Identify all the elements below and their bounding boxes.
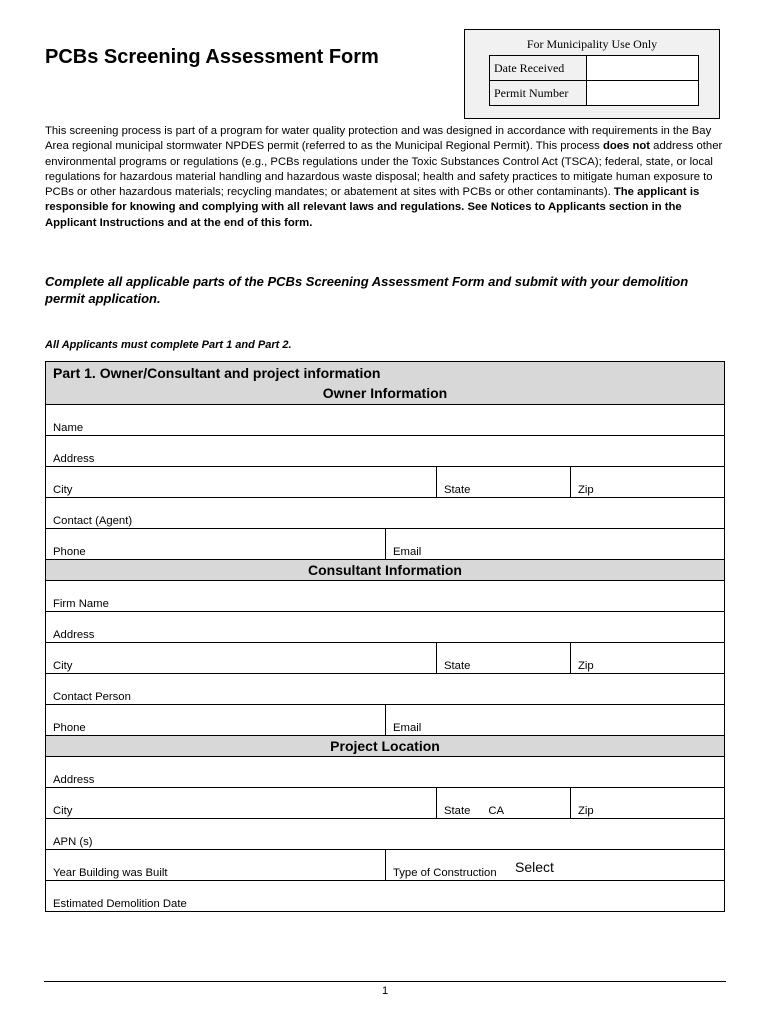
owner-contact-label: Contact (Agent) (53, 515, 133, 527)
part1-form (45, 361, 725, 912)
year-built-label: Year Building was Built (53, 867, 168, 879)
permit-number-label: Permit Number (490, 81, 587, 106)
project-state-label: State (444, 805, 471, 817)
consultant-email-field[interactable] (385, 705, 724, 735)
owner-phone-label: Phone (53, 546, 86, 558)
date-received-field[interactable] (587, 56, 699, 81)
consultant-zip-field[interactable] (570, 643, 724, 673)
consultant-firm-label: Firm Name (53, 598, 109, 610)
project-city-row (46, 787, 724, 818)
year-built-field[interactable] (46, 850, 385, 880)
owner-contact-field[interactable] (46, 498, 724, 528)
owner-address-field[interactable] (46, 436, 724, 466)
consultant-city-row (46, 642, 724, 673)
municipality-use-box (464, 29, 720, 119)
consultant-contact-field[interactable] (46, 674, 724, 704)
consultant-contact-row (46, 673, 724, 704)
consultant-phone-row (46, 704, 724, 735)
project-year-row (46, 849, 724, 880)
owner-zip-label: Zip (578, 484, 594, 496)
consultant-firm-row (46, 580, 724, 611)
project-address-field[interactable] (46, 757, 724, 787)
consultant-state-field[interactable] (436, 643, 570, 673)
project-state-label-group (444, 805, 504, 817)
consultant-phone-label: Phone (53, 722, 86, 734)
intro-bold-1: does not (602, 140, 651, 153)
consultant-address-label: Address (53, 629, 95, 641)
page-number: 1 (381, 985, 389, 997)
project-address-label: Address (53, 774, 95, 786)
intro-text-1: This screening process is part of a program for water quality protection and was designed in accordance with requirements in the Bay Area regional municipal stormwater NPDES permit (referred to as the Municipal Regional Permit). This process (45, 125, 712, 153)
owner-email-field[interactable] (385, 529, 724, 559)
consultant-city-label: City (53, 660, 73, 672)
owner-phone-field[interactable] (46, 529, 385, 559)
part1-title: Part 1. Owner/Consultant and project information (46, 362, 724, 383)
project-city-field[interactable] (46, 788, 436, 818)
owner-city-row (46, 466, 724, 497)
project-address-row (46, 756, 724, 787)
construction-type-select[interactable]: Select (515, 859, 554, 875)
consultant-information-heading: Consultant Information (46, 559, 724, 580)
project-state-field[interactable] (436, 788, 570, 818)
consultant-state-label: State (444, 660, 471, 672)
owner-contact-row (46, 497, 724, 528)
footer-divider (44, 981, 726, 982)
submission-instruction: Complete all applicable parts of the PCBs Screening Assessment Form and submit with your demolition permit application. (45, 274, 689, 306)
project-zip-field[interactable] (570, 788, 724, 818)
project-state-value: CA (488, 805, 505, 817)
owner-state-field[interactable] (436, 467, 570, 497)
project-apn-field[interactable] (46, 819, 724, 849)
intro-text-2: address other environmental programs or regulations (e.g., PCBs regulations under the Toxic Substances Control Act (TSCA); federal, state, or local regulations for hazardous material handling and hazardous waste disposal; health and safety practices to mitigate human exposure to PCBs or other hazardous materials; recycling mandates; or abatement at sites with PCBs or other contaminants). (45, 140, 723, 199)
owner-state-label: State (444, 484, 471, 496)
consultant-city-field[interactable] (46, 643, 436, 673)
owner-city-field[interactable] (46, 467, 436, 497)
page-title: PCBs Screening Assessment Form (45, 46, 379, 68)
all-applicants-note: All Applicants must complete Part 1 and Part 2. (45, 339, 292, 351)
intro-paragraph (45, 124, 725, 231)
project-apn-row (46, 818, 724, 849)
consultant-email-label: Email (393, 722, 422, 734)
municipality-box-heading: For Municipality Use Only (526, 37, 658, 51)
consultant-address-field[interactable] (46, 612, 724, 642)
owner-name-field[interactable] (46, 405, 724, 435)
consultant-phone-field[interactable] (46, 705, 385, 735)
consultant-address-row (46, 611, 724, 642)
project-apn-label: APN (s) (53, 836, 93, 848)
project-location-heading: Project Location (46, 735, 724, 756)
owner-address-label: Address (53, 453, 95, 465)
construction-type-label: Type of Construction (393, 867, 497, 879)
project-zip-label: Zip (578, 805, 594, 817)
intro-bold-2: The applicant is responsible for knowing and complying with all relevant laws and regulations. See Notices to Applicants section in the Applicant Instructions and at the end of this form. (45, 186, 700, 229)
project-demolition-row (46, 880, 724, 911)
owner-address-row (46, 435, 724, 466)
owner-name-row (46, 404, 724, 435)
demolition-date-field[interactable] (46, 881, 724, 911)
owner-name-label: Name (53, 422, 84, 434)
project-city-label: City (53, 805, 73, 817)
date-received-label: Date Received (490, 56, 587, 81)
owner-information-heading: Owner Information (46, 383, 724, 404)
construction-type-field (385, 850, 724, 880)
owner-city-label: City (53, 484, 73, 496)
owner-zip-field[interactable] (570, 467, 724, 497)
owner-email-label: Email (393, 546, 422, 558)
owner-phone-row (46, 528, 724, 559)
municipality-table (489, 55, 699, 106)
consultant-zip-label: Zip (578, 660, 594, 672)
consultant-contact-label: Contact Person (53, 691, 131, 703)
demolition-date-label: Estimated Demolition Date (53, 898, 187, 910)
consultant-firm-field[interactable] (46, 581, 724, 611)
permit-number-field[interactable] (587, 81, 699, 106)
